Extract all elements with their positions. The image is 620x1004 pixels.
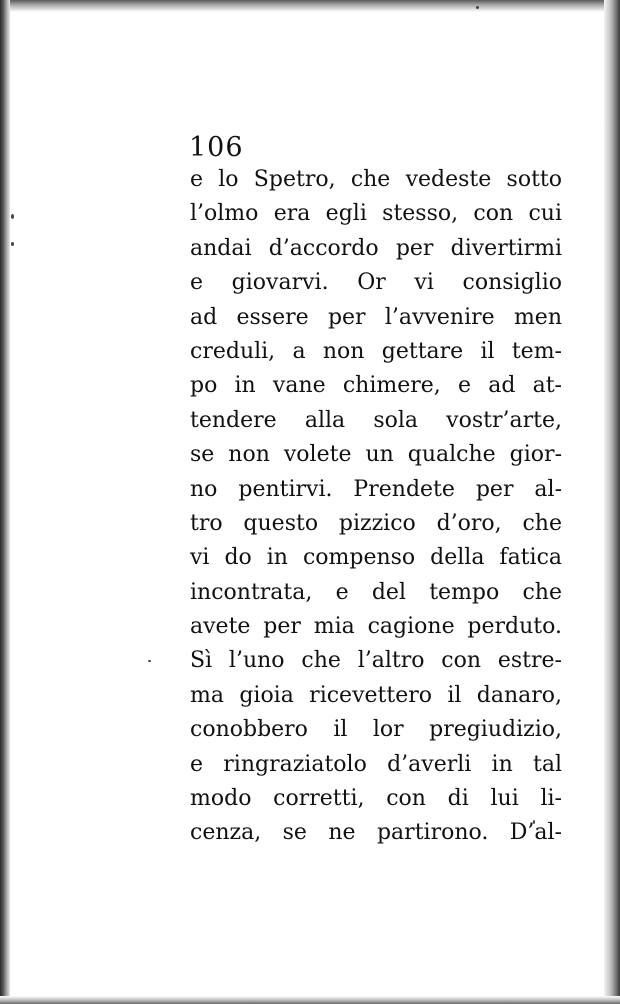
page-right-edge-shadow: [604, 0, 620, 1004]
text-line: avete per mia cagione perduto.: [190, 614, 562, 640]
text-line: andai d’accordo per divertirmi: [190, 235, 562, 261]
text-line: incontrata, e del tempo che: [190, 579, 562, 605]
paper-speck: [11, 214, 14, 219]
text-line: vi do in compenso della fatica: [190, 545, 562, 571]
page-number: 106: [189, 132, 244, 163]
text-line: po in vane chimere, e ad at-: [190, 373, 562, 399]
text-line: conobbero il lor pregiudizio,: [190, 717, 562, 743]
text-line: e ringraziatolo d’averli in tal: [190, 751, 562, 777]
paper-speck: [148, 660, 151, 662]
text-line: e giovarvi. Or vi consiglio: [190, 270, 562, 296]
text-line: Sì l’uno che l’altro con estre-: [190, 648, 562, 674]
page-bottom-edge-shadow: [0, 996, 620, 1004]
text-line: e lo Spetro, che vedeste sotto: [190, 167, 562, 192]
text-line: tendere alla sola vostr’arte,: [190, 407, 562, 433]
page-left-edge-shadow: [0, 0, 10, 1004]
text-line: no pentirvi. Prendete per al-: [190, 476, 562, 502]
text-line: ad essere per l’avvenire men: [190, 304, 562, 330]
paper-speck: [476, 6, 479, 9]
text-line: cenza, se ne partirono. D’al-: [190, 820, 562, 846]
text-line: se non volete un qualche gior-: [190, 442, 562, 468]
text-line: creduli, a non gettare il tem-: [190, 338, 562, 364]
text-line: ma gioia ricevettero il danaro,: [190, 682, 562, 708]
page-top-edge-shadow: [0, 0, 620, 12]
body-text: [190, 163, 562, 851]
text-line: l’olmo era egli stesso, con cui: [190, 201, 562, 227]
text-line: modo corretti, con di lui li-: [190, 786, 562, 812]
paper-speck: [11, 242, 14, 246]
text-line: tro questo pizzico d’oro, che: [190, 510, 562, 536]
